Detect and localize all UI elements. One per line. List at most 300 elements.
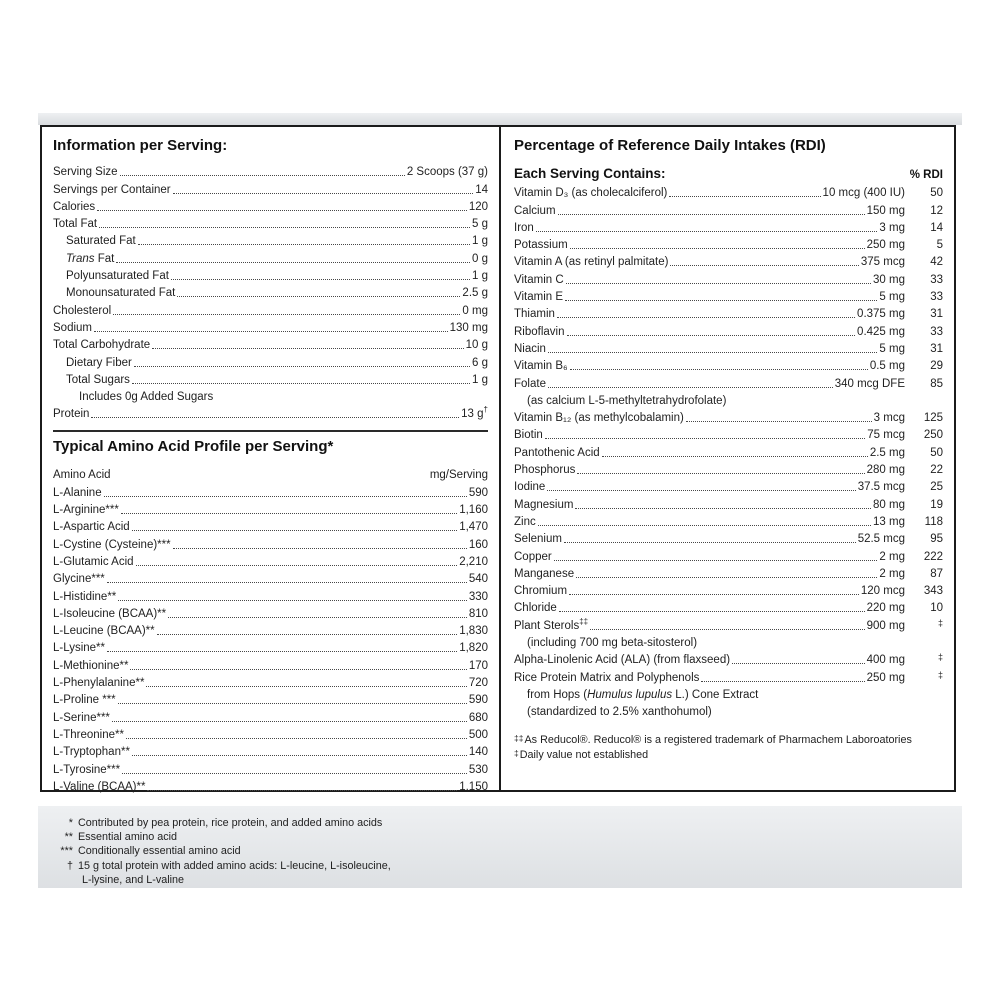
table-row (514, 321, 943, 338)
footnote-text (78, 816, 962, 830)
footnote-text (78, 830, 962, 844)
row-value: 1,830 (459, 625, 488, 638)
table-row (514, 356, 943, 373)
row-label: L-Aspartic Acid (53, 521, 130, 534)
table-row (53, 725, 488, 742)
row-value: 5 mg (879, 291, 905, 304)
row-value: 0.425 mg (857, 325, 905, 338)
row-label: Total Sugars (66, 373, 130, 386)
table-row (53, 534, 488, 551)
row-label: L-Serine*** (53, 711, 110, 724)
row-value: 170 (468, 659, 488, 672)
row-label: Servings per Container (53, 183, 171, 196)
table-row (53, 690, 488, 707)
top-shadow-band (38, 113, 962, 125)
leader-dots (570, 369, 868, 370)
row-label: (standardized to 2.5% xanthohumol) (527, 706, 712, 719)
row-label: Riboflavin (514, 325, 565, 338)
table-row (53, 777, 488, 794)
table-row (514, 269, 943, 286)
leader-dots (104, 496, 467, 497)
row-value: 590 (468, 486, 488, 499)
rdi-value: 50 (930, 446, 943, 459)
table-row (53, 604, 488, 621)
row-label: Saturated Fat (66, 235, 136, 248)
table-row (514, 615, 943, 632)
table-row (514, 529, 943, 546)
table-row (514, 494, 943, 511)
footnote-text: Daily value not established (519, 748, 649, 761)
row-value: 10 g (465, 339, 488, 352)
row-label: Vitamin D₃ (as cholecalciferol) (514, 187, 668, 200)
leader-dots (121, 513, 457, 514)
leader-dots (97, 210, 467, 211)
table-row (514, 667, 943, 684)
leader-dots (567, 335, 856, 336)
row-label: Dietary Fiber (66, 356, 132, 369)
rdi-value: 42 (930, 256, 943, 269)
row-value: 1 g (472, 270, 488, 283)
row-value: 120 mcg (860, 585, 905, 598)
leader-dots (575, 508, 871, 509)
text: from Hops ( (527, 688, 588, 701)
table-row (53, 248, 488, 265)
row-label: Serving Size (53, 166, 118, 179)
table-row (514, 287, 943, 304)
leader-dots (91, 417, 459, 418)
table-row (514, 252, 943, 269)
row-label: Chromium (514, 585, 568, 598)
rdi-value: 5 (936, 239, 943, 252)
rdi-value: ‡ (937, 652, 943, 663)
leader-dots (112, 721, 467, 722)
row-value: 720 (468, 677, 488, 690)
row-label: Manganese (514, 567, 575, 580)
percent-rdi-column-header: % RDI (909, 169, 943, 181)
leader-dots (152, 348, 463, 349)
leader-dots (590, 629, 865, 630)
table-row (514, 373, 943, 390)
row-value: 2.5 mg (869, 446, 905, 459)
table-row (53, 673, 488, 690)
table-row (53, 482, 488, 499)
rdi-value: 33 (930, 273, 943, 286)
info-per-serving-table (53, 162, 488, 421)
rdi-value: 25 (930, 481, 943, 494)
leader-dots (669, 196, 820, 197)
row-value: 220 mg (866, 602, 905, 615)
rdi-value: 118 (924, 515, 943, 528)
leader-dots (132, 530, 458, 531)
row-value: 3 mg (879, 221, 905, 234)
leader-dots (171, 279, 470, 280)
footnote-marker: ‡ (514, 747, 519, 758)
bottom-footnote (38, 859, 962, 887)
rdi-value: 343 (923, 585, 943, 598)
row-label: L-Arginine*** (53, 504, 119, 517)
table-row (514, 339, 943, 356)
row-label: Sodium (53, 321, 92, 334)
row-value: 140 (468, 746, 488, 759)
row-label: (as calcium L-5-methyltetrahydrofolate) (527, 394, 727, 407)
amino-table-header (53, 463, 488, 481)
row-label: L-Histidine** (53, 590, 117, 603)
row-value: 2 Scoops (37 g) (406, 166, 488, 179)
row-value: 14 (475, 183, 488, 196)
table-row (514, 218, 943, 235)
table-row (53, 517, 488, 534)
table-row (53, 352, 488, 369)
row-label: Potassium (514, 239, 568, 252)
rdi-value: 10 (930, 602, 943, 615)
row-value: 75 mcg (867, 429, 905, 442)
rdi-footnotes (514, 733, 943, 762)
leader-dots (94, 331, 448, 332)
amino-acid-table (53, 482, 488, 793)
row-value: 250 mg (866, 671, 905, 684)
rdi-footnote (514, 748, 943, 763)
leader-dots (548, 352, 877, 353)
continuation-line (514, 391, 943, 408)
row-value: 810 (468, 607, 488, 620)
leader-dots (547, 490, 855, 491)
table-row (53, 707, 488, 724)
row-label: L-Valine (BCAA)** (53, 780, 146, 793)
text: Fat (94, 252, 115, 265)
row-label: Chloride (514, 602, 557, 615)
table-row (53, 197, 488, 214)
info-per-serving-title: Information per Serving: (53, 137, 228, 154)
rdi-value: 31 (930, 342, 943, 355)
row-value: 2.5 g (462, 287, 488, 300)
table-row (514, 546, 943, 563)
row-label: Rice Protein Matrix and Polyphenols (514, 671, 700, 684)
row-label: Total Fat (53, 218, 98, 231)
rdi-value: 29 (930, 360, 943, 373)
row-value: 340 mcg DFE (834, 377, 905, 390)
leader-dots (118, 703, 467, 704)
row-label: Zinc (514, 515, 536, 528)
row-value: 160 (468, 538, 488, 551)
footnote-marker: † (66, 859, 73, 872)
table-row (514, 460, 943, 477)
leader-dots (566, 283, 871, 284)
table-row (514, 425, 943, 442)
row-label: Phosphorus (514, 464, 576, 477)
italic-text: Trans (66, 252, 95, 265)
table-row (53, 370, 488, 387)
table-row (53, 231, 488, 248)
row-label: L-Alanine (53, 486, 102, 499)
row-label: Magnesium (514, 498, 574, 511)
row-label: Plant Sterols‡‡ (514, 616, 589, 632)
row-label: Includes 0g Added Sugars (79, 391, 214, 404)
table-row (53, 404, 488, 421)
footnote-text (78, 844, 962, 858)
right-column (501, 127, 954, 790)
leader-dots (173, 548, 467, 549)
row-value: 590 (468, 694, 488, 707)
rdi-table-header (514, 162, 943, 181)
table-row (53, 500, 488, 517)
table-row (514, 598, 943, 615)
row-label: L-Leucine (BCAA)** (53, 625, 155, 638)
row-value: 680 (468, 711, 488, 724)
rdi-value: 95 (930, 533, 943, 546)
rdi-value: 87 (930, 567, 943, 580)
row-value: 0 mg (462, 304, 488, 317)
bottom-footnote (38, 816, 962, 830)
table-row (53, 300, 488, 317)
leader-dots (146, 686, 466, 687)
row-label: L-Cystine (Cysteine)*** (53, 538, 171, 551)
table-row (53, 283, 488, 300)
footnote-marker: * (68, 817, 73, 829)
value-superscript: † (483, 405, 488, 415)
continuation-line (514, 702, 943, 719)
continuation-line (514, 685, 943, 702)
leader-dots (136, 565, 458, 566)
table-row (53, 387, 488, 404)
row-label: Selenium (514, 533, 562, 546)
row-value: 1,470 (459, 521, 488, 534)
leader-dots (177, 296, 460, 297)
text: L.) Cone Extract (672, 688, 759, 701)
row-label: Pantothenic Acid (514, 446, 600, 459)
leader-dots (548, 387, 833, 388)
row-value: 6 g (472, 356, 488, 369)
leader-dots (686, 421, 872, 422)
row-label: L-Threonine** (53, 728, 124, 741)
table-row (514, 564, 943, 581)
leader-dots (577, 473, 864, 474)
leader-dots (113, 314, 460, 315)
italic-text: Humulus lupulus (587, 688, 673, 701)
row-label (527, 689, 758, 702)
leader-dots (732, 663, 865, 664)
leader-dots (559, 611, 865, 612)
row-value: 37.5 mcg (857, 481, 905, 494)
footnote-text: As Reducol®. Reducol® is a registered trademark of Pharmachem Laboroatories (524, 734, 912, 747)
row-value: 5 g (472, 218, 488, 231)
footnote-line: Contributed by pea protein, rice protein, and added amino acids (78, 817, 383, 829)
leader-dots (107, 651, 457, 652)
leader-dots (565, 300, 877, 301)
row-value: 330 (468, 590, 488, 603)
rdi-value: ‡ (937, 617, 943, 628)
section-divider-rule (53, 430, 488, 432)
row-label: Protein (53, 408, 90, 421)
row-label: L-Isoleucine (BCAA)** (53, 607, 167, 620)
table-row (514, 442, 943, 459)
row-label: Alpha-Linolenic Acid (ALA) (from flaxseed) (514, 654, 731, 667)
leader-dots (576, 577, 877, 578)
row-value: 530 (468, 763, 488, 776)
row-value: 2,210 (459, 555, 488, 568)
row-label: L-Proline *** (53, 694, 116, 707)
amino-col-header-label: Amino Acid (53, 469, 111, 482)
leader-dots (138, 244, 470, 245)
table-row (53, 638, 488, 655)
row-label: Calcium (514, 204, 556, 217)
row-value: 5 mg (879, 342, 905, 355)
row-label: L-Methionine** (53, 659, 129, 672)
row-label: Monounsaturated Fat (66, 287, 176, 300)
rdi-value: 33 (930, 325, 943, 338)
table-row (514, 477, 943, 494)
row-value: 250 mg (866, 239, 905, 252)
row-label: Niacin (514, 342, 546, 355)
leader-dots (134, 366, 470, 367)
row-label: L-Lysine** (53, 642, 105, 655)
rdi-value: 125 (923, 412, 943, 425)
footnote-line: Conditionally essential amino acid (78, 845, 241, 858)
row-value: 13 mg (873, 515, 905, 528)
rdi-value: 31 (930, 308, 943, 321)
supplement-facts-panel (40, 125, 956, 792)
row-label: Iron (514, 221, 534, 234)
leader-dots (536, 231, 878, 232)
leader-dots (701, 681, 864, 682)
leader-dots (157, 634, 458, 635)
footnote-line: 15 g total protein with added amino acids: L-leucine, L-isoleucine, (78, 859, 391, 872)
footnote-text (78, 859, 962, 887)
row-value: 13 g† (461, 405, 488, 421)
table-row (514, 408, 943, 425)
row-value: 150 mg (866, 204, 905, 217)
rdi-footnote (514, 733, 943, 748)
row-value: 30 mg (873, 273, 905, 286)
each-serving-contains-label: Each Serving Contains: (514, 166, 666, 181)
row-value: 120 (468, 200, 488, 213)
table-row (53, 162, 488, 179)
leader-dots (118, 600, 467, 601)
rdi-table (514, 183, 943, 719)
leader-dots (173, 193, 474, 194)
row-label: Thiamin (514, 308, 555, 321)
leader-dots (602, 456, 868, 457)
footnote-marker: ** (64, 831, 73, 844)
bottom-footnote (38, 830, 962, 844)
leader-dots (107, 582, 467, 583)
leader-dots (130, 669, 466, 670)
continuation-line (514, 633, 943, 650)
row-label: L-Tryptophan** (53, 746, 130, 759)
table-row (53, 179, 488, 196)
rdi-value: 22 (930, 464, 943, 477)
row-value: 130 mg (449, 321, 488, 334)
row-value: 400 mg (866, 654, 905, 667)
rdi-value: 33 (930, 291, 943, 304)
row-value: 2 mg (879, 567, 905, 580)
rdi-value: 12 (930, 204, 943, 217)
leader-dots (116, 262, 470, 263)
amino-col-header-value: mg/Serving (429, 469, 488, 482)
row-label: Glycine*** (53, 573, 105, 586)
rdi-value: 85 (930, 377, 943, 390)
row-label: (including 700 mg beta-sitosterol) (527, 637, 698, 650)
leader-dots (147, 790, 457, 791)
row-label (66, 253, 114, 266)
row-label: Total Carbohydrate (53, 339, 151, 352)
row-label: L-Tyrosine*** (53, 763, 121, 776)
leader-dots (569, 594, 859, 595)
row-label: Cholesterol (53, 304, 112, 317)
leader-dots (168, 617, 467, 618)
table-row (53, 759, 488, 776)
bottom-footnotes-band (38, 806, 962, 888)
leader-dots (570, 248, 865, 249)
row-value: 1,160 (459, 504, 488, 517)
row-value: 375 mcg (860, 256, 905, 269)
row-value: 10 mcg (400 IU) (822, 187, 905, 200)
row-value: 1 g (472, 235, 488, 248)
table-row (53, 742, 488, 759)
table-row (514, 183, 943, 200)
table-row (53, 552, 488, 569)
leader-dots (558, 214, 865, 215)
row-value: 80 mg (873, 498, 905, 511)
rdi-value: 14 (930, 221, 943, 234)
table-row (514, 581, 943, 598)
leader-dots (554, 560, 878, 561)
row-value: 900 mg (866, 619, 905, 632)
row-value: 1,150 (459, 780, 488, 793)
leader-dots (120, 175, 405, 176)
row-value: 540 (468, 573, 488, 586)
row-value: 1 g (472, 373, 488, 386)
table-row (53, 621, 488, 638)
row-label: Calories (53, 200, 96, 213)
row-value: 0.375 mg (857, 308, 905, 321)
leader-dots (564, 542, 856, 543)
footnote-marker: *** (60, 845, 73, 858)
row-value: 500 (468, 728, 488, 741)
leader-dots (99, 227, 470, 228)
rdi-title: Percentage of Reference Daily Intakes (RDI) (514, 137, 826, 154)
leader-dots (132, 383, 470, 384)
row-label: Copper (514, 550, 552, 563)
row-label: Iodine (514, 481, 546, 494)
rdi-value: 50 (930, 187, 943, 200)
table-row (53, 318, 488, 335)
row-label: Polyunsaturated Fat (66, 270, 169, 283)
footnote-line: Essential amino acid (78, 831, 178, 844)
amino-profile-title: Typical Amino Acid Profile per Serving* (53, 438, 334, 456)
row-label: Vitamin E (514, 291, 564, 304)
rdi-value: 19 (930, 498, 943, 511)
row-label: L-Glutamic Acid (53, 555, 134, 568)
row-label: Vitamin A (as retinyl palmitate) (514, 256, 669, 269)
leader-dots (545, 438, 866, 439)
bottom-footnote (38, 844, 962, 858)
footnote-line: L-lysine, and L-valine (82, 873, 185, 886)
leader-dots (538, 525, 871, 526)
row-label: Folate (514, 377, 546, 390)
row-value: 3 mcg (873, 412, 905, 425)
row-value: 2 mg (879, 550, 905, 563)
rdi-value: 222 (923, 550, 943, 563)
row-value: 52.5 mcg (857, 533, 905, 546)
row-value: 0 g (472, 252, 488, 265)
table-row (514, 235, 943, 252)
table-row (514, 200, 943, 217)
table-row (514, 512, 943, 529)
table-row (53, 569, 488, 586)
leader-dots (670, 265, 858, 266)
footnote-marker: ‡‡ (514, 733, 524, 744)
table-row (53, 586, 488, 603)
